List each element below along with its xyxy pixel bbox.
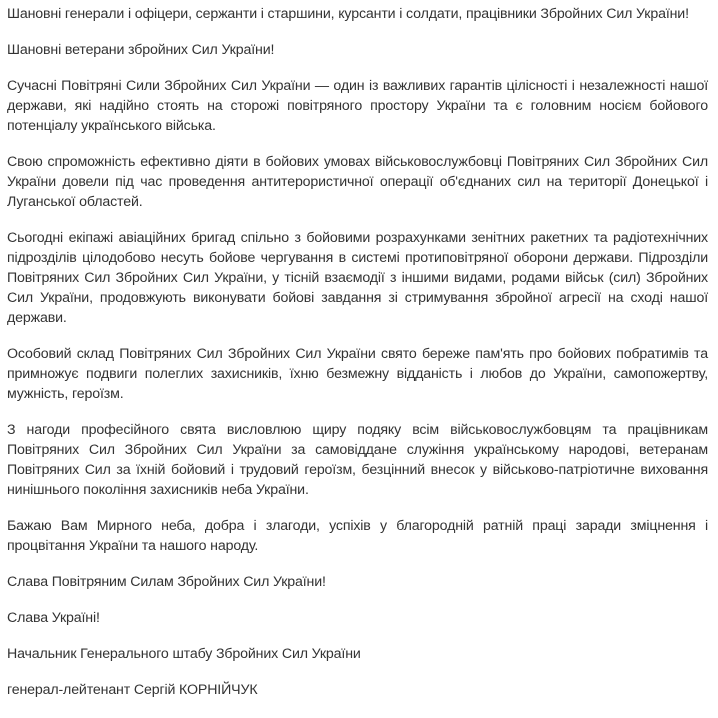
- body-paragraph: Свою спроможність ефективно діяти в бойових умовах військовослужбовці Повітряних Сил Збройних Сил України довели під час проведення антитерористичної операції об'єднаних сил на території Донецької і Луганської областей.: [7, 154, 708, 210]
- veterans-greeting: Шановні ветерани збройних Сил України!: [7, 42, 275, 58]
- body-paragraph: Сучасні Повітряні Сили Збройних Сил України — один із важливих гарантів цілісності і незалежності нашої держави, які надійно стоять на сторожі повітряного простору України та є головним носієм бойового потенціалу українського війська.: [7, 78, 708, 134]
- glory-air-force: Слава Повітряним Силам Збройних Сил України!: [7, 574, 326, 590]
- wishes-paragraph: Бажаю Вам Мирного неба, добра і злагоди, успіхів у благородній ратній праці заради зміцнення і процвітання України та нашого народу.: [7, 518, 708, 554]
- glory-ukraine: Слава Україні!: [7, 610, 100, 626]
- body-paragraph: Сьогодні екіпажі авіаційних бригад спільно з бойовими розрахунками зенітних ракетних та радіотехнічних підрозділів цілодобово несуть бойове чергування в системі протиповітряної оборони держави. Підрозділи Повітряних Сил Збройних Сил України, у тісній взаємодії з іншими видами, родами військ (сил) Збройних Сил України, продовжують виконувати бойові завдання зі стримування збройної агресії на сході нашої держави.: [7, 230, 708, 326]
- body-paragraph: З нагоди професійного свята висловлюю щиру подяку всім військовослужбовцям та працівникам Повітряних Сил Збройних Сил України за самовіддане служіння українському народові, ветеранам Повітряних Сил за їхній бойовий і трудовий героїзм, безцінний внесок у військово-патріотичне виховання нинішнього покоління захисників неба України.: [7, 422, 708, 498]
- article-body: [7, 4, 708, 716]
- greeting-paragraph: Шановні генерали і офіцери, сержанти і старшини, курсанти і солдати, працівники Збройних Сил України!: [7, 6, 689, 22]
- signature-title: Начальник Генерального штабу Збройних Сил України: [7, 646, 361, 662]
- body-paragraph: Особовий склад Повітряних Сил Збройних Сил України свято береже пам'ять про бойових побратимів та примножує подвиги полеглих захисників, їхню безмежну відданість і любов до України, самопожертву, мужність, героїзм.: [7, 346, 708, 402]
- signature-name: генерал-лейтенант Сергій КОРНІЙЧУК: [7, 682, 258, 698]
